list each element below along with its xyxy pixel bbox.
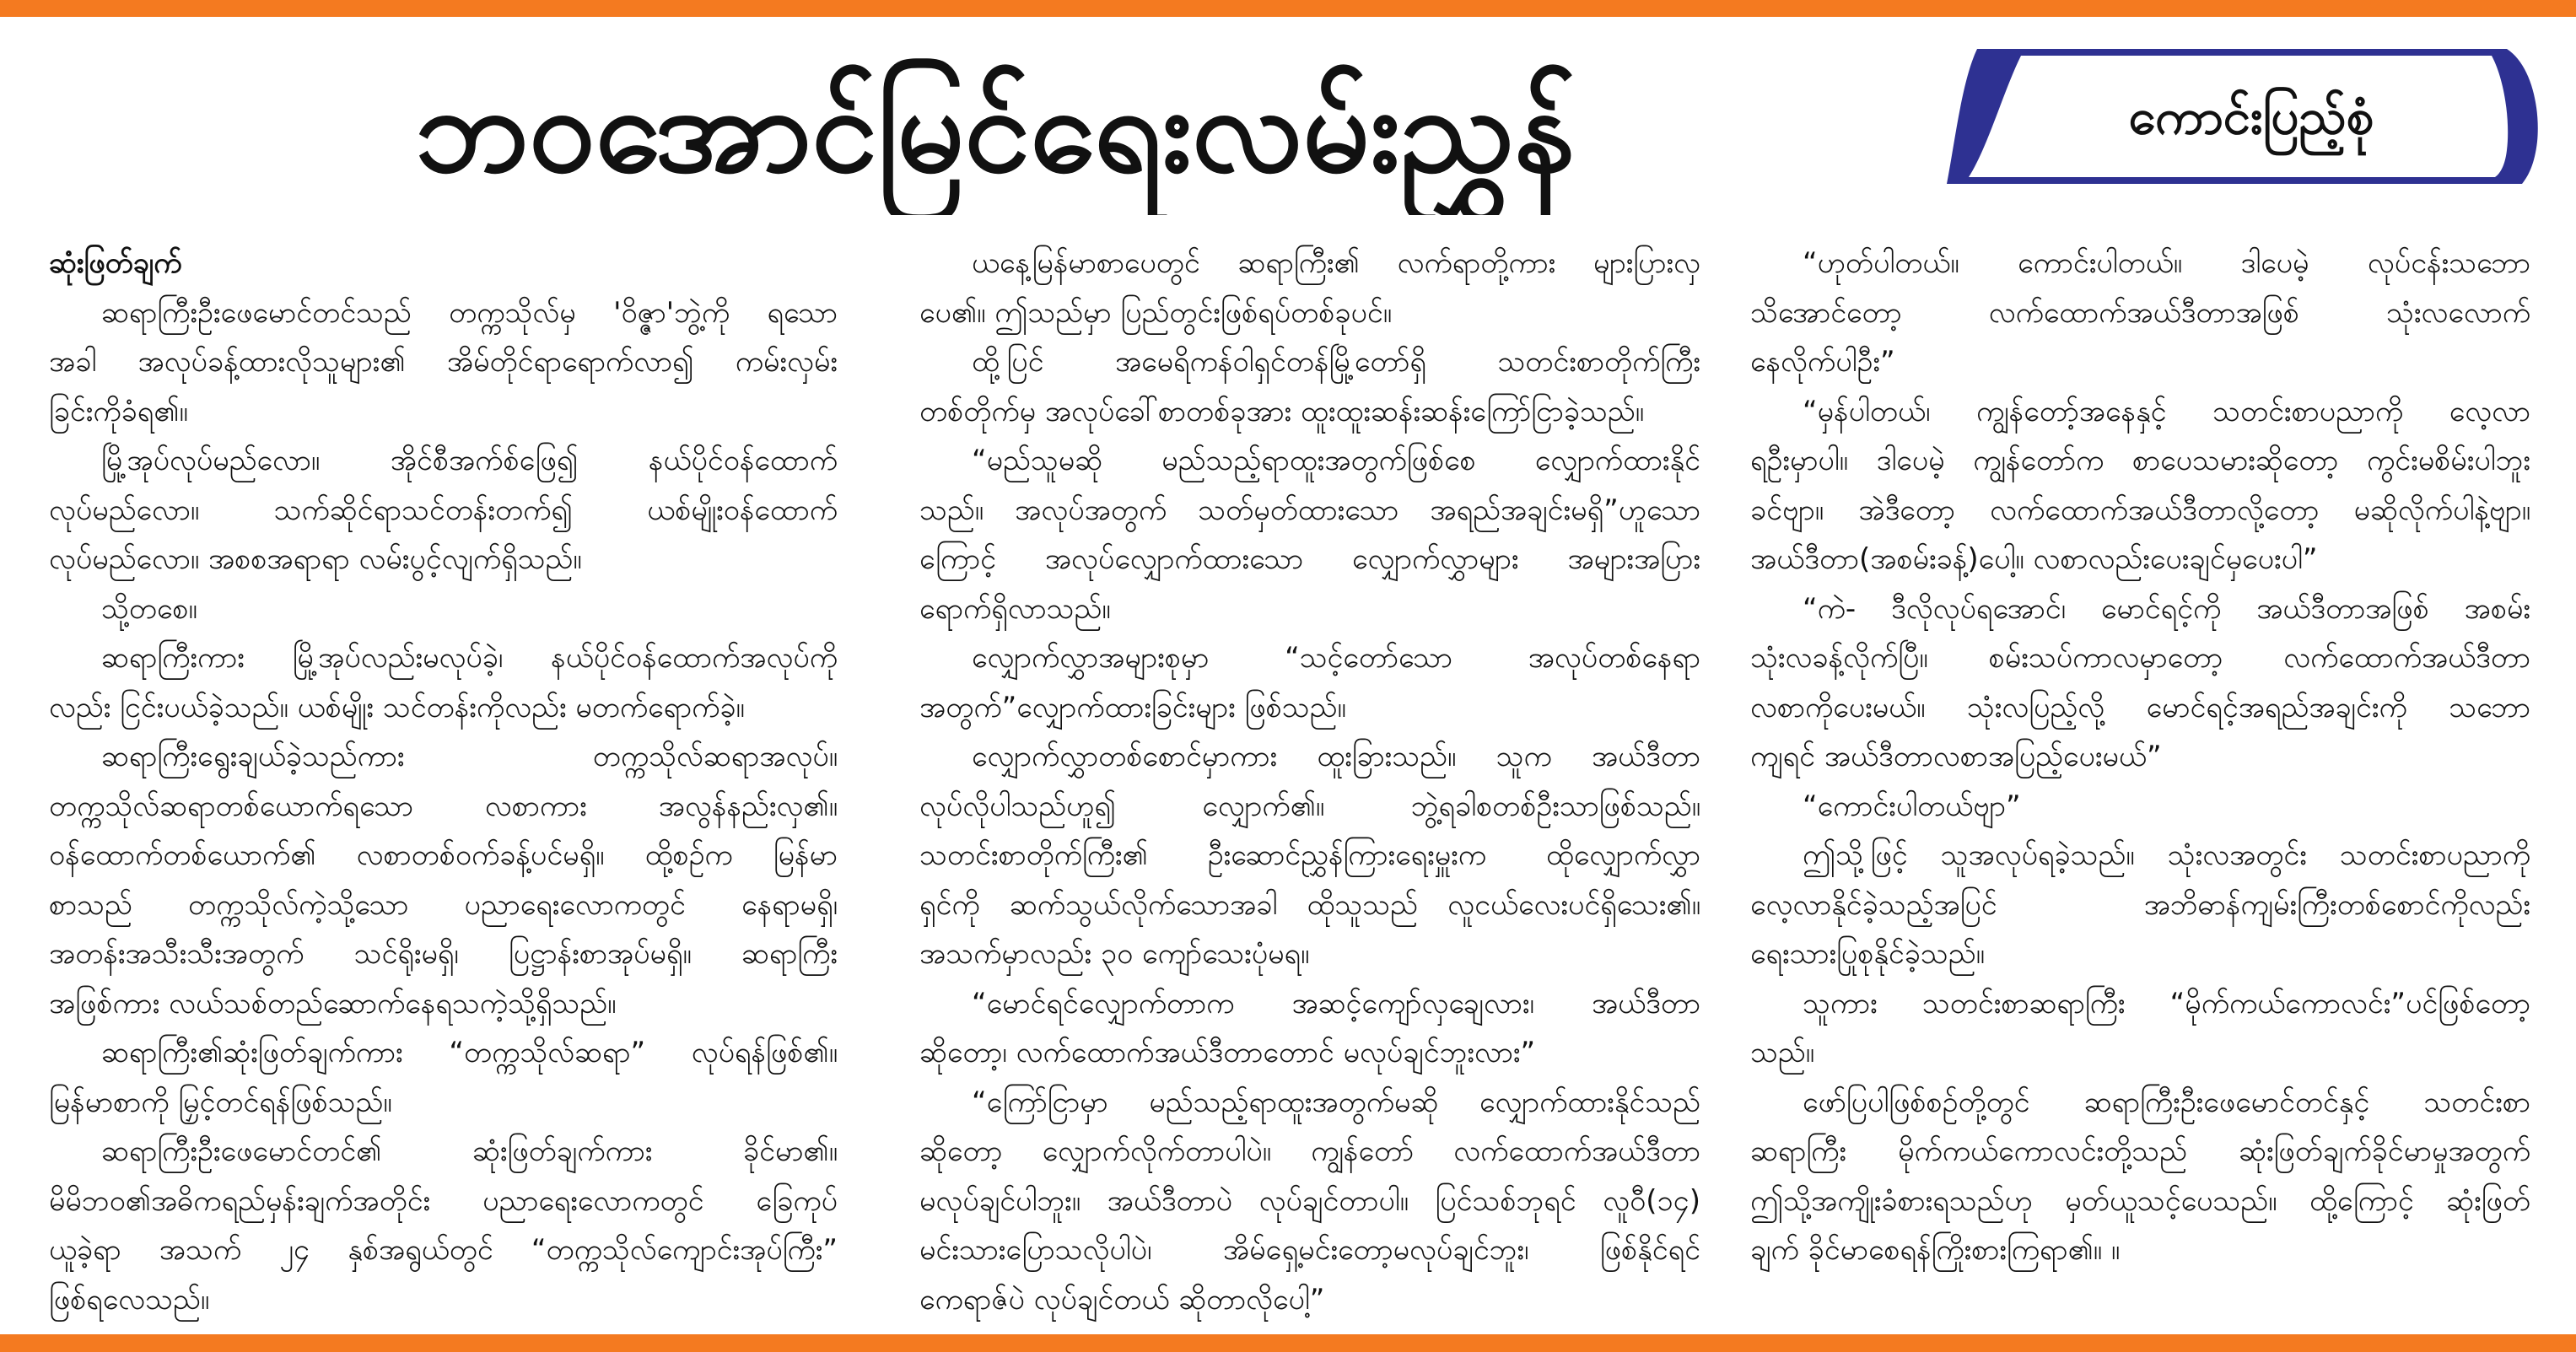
paragraph-line: ခြင်းကိုခံရ၏။	[49, 394, 188, 428]
paragraph-line: သုံးလခန့်လိုက်ပြီ။ စမ်းသပ်ကာလမှာတော့ လက်ထောက်အယ်ဒီတာ	[1750, 641, 2530, 675]
paragraph-line: ယနေ့မြန်မာစာပေတွင် ဆရာကြီး၏ လက်ရာတို့ကား များပြားလှ	[972, 246, 1700, 280]
paragraph	[1750, 1078, 2530, 1275]
paragraph-line: ရဦးမှာပါ။ ဒါပေမဲ့ ကျွန်တော်က စာပေသမားဆိုတော့ ကွင်းမစိမ်းပါဘူး	[1750, 444, 2530, 477]
paragraph-line: ဆရာကြီး၏ဆုံးဖြတ်ချက်ကား “တက္ကသိုလ်ဆရာ” လုပ်ရန်ဖြစ်၏။	[101, 1036, 838, 1069]
paragraph-line: အတန်းအသီးသီးအတွက် သင်ရိုးမရှိ၊ ပြဋ္ဌာန်းစာအုပ်မရှိ။ ဆရာကြီး	[49, 937, 838, 971]
paragraph-line: သိအောင်တော့ လက်ထောက်အယ်ဒီတာအဖြစ် သုံးလလောက်	[1750, 295, 2530, 330]
paragraph-line: ဆရာကြီး မိုက်ကယ်ကောလင်းတို့သည် ဆုံးဖြတ်ချက်ခိုင်မာမှုအတွက်	[1750, 1134, 2530, 1168]
paragraph	[1750, 979, 2530, 1078]
paragraph-line: ဆရာကြီးဦးဖေမောင်တင်သည် တက္ကသိုလ်မှ 'ဝိဇ္ဇာ'ဘွဲ့ကို ရသော	[101, 295, 838, 330]
paragraph-line: လုပ်မည်လော။ အစစအရာရာ လမ်းပွင့်လျက်ရှိသည်။	[49, 542, 582, 576]
paragraph-line: သည်။ အလုပ်အတွက် သတ်မှတ်ထားသော အရည်အချင်းမရှိ”ဟူသော	[919, 493, 1700, 527]
paragraph-line: ကျရင် အယ်ဒီတာလစာအပြည့်ပေးမယ်”	[1750, 740, 2162, 773]
paragraph	[919, 633, 1700, 732]
paragraph-line: အသက်မှာလည်း ၃၀ ကျော်သေးပုံမရ။	[919, 937, 1310, 971]
paragraph-line: မြန်မာစာကို မြှင့်တင်ရန်ဖြစ်သည်။	[49, 1085, 392, 1119]
paragraph-line: မိမိဘဝ၏အဓိကရည်မှန်းချက်အတိုင်း ပညာရေးလောကတွင် ခြေကုပ်	[49, 1183, 838, 1218]
paragraph-line: ရောက်ရှိလာသည်။	[919, 591, 1111, 626]
paragraph	[1750, 584, 2530, 782]
paragraph-line: လျှောက်လွှာအများစုမှာ “သင့်တော်သော အလုပ်တစ်နေရာ	[972, 641, 1700, 675]
paragraph	[49, 633, 838, 732]
paragraph-line: ကေရာဇ်ပဲ လုပ်ချင်တယ် ဆိုတာလိုပေါ့”	[919, 1282, 1325, 1317]
paragraph-line: ပေ၏။ ဤသည်မှာ ပြည်တွင်းဖြစ်ရပ်တစ်ခုပင်။	[919, 295, 1393, 330]
paragraph-line: ဆရာကြီးဦးဖေမောင်တင်၏ ဆုံးဖြတ်ချက်ကား ခိုင်မာ၏။	[101, 1134, 838, 1168]
paragraph-line: ဆရာကြီးကား မြို့အုပ်လည်းမလုပ်ခဲ့၊ နယ်ပိုင်ဝန်ထောက်အလုပ်ကို	[101, 641, 838, 675]
paragraph	[49, 436, 838, 584]
paragraph-line: သတင်းစာတိုက်ကြီး၏ ဦးဆောင်ညွှန်ကြားရေးမှူးက ထိုလျှောက်လွှာ	[919, 838, 1700, 872]
paragraph-line: ကြောင့် အလုပ်လျှောက်ထားသော လျှောက်လွှာများ အများအပြား	[919, 542, 1700, 576]
paragraph	[49, 1028, 838, 1127]
paragraph	[919, 979, 1700, 1078]
paragraph-line: “ဟုတ်ပါတယ်။ ကောင်းပါတယ်။ ဒါပေမဲ့ လုပ်ငန်းသဘော	[1803, 246, 2530, 280]
paragraph-line: လျှောက်လွှာတစ်စောင်မှာကား ထူးခြားသည်။ သူက အယ်ဒီတာ	[972, 740, 1700, 773]
paragraph-line: “ကဲ- ဒီလိုလုပ်ရအောင်၊ မောင်ရင့်ကို အယ်ဒီတာအဖြစ် အစမ်း	[1803, 591, 2530, 626]
article-title: ဘဝအောင်မြင်ရေးလမ်းညွှန်	[415, 62, 1576, 199]
paragraph-line: တစ်တိုက်မှ အလုပ်ခေါ်စာတစ်ခုအား ထူးထူးဆန်းဆန်းကြော်ငြာခဲ့သည်။	[919, 394, 1644, 428]
paragraph-line: ထို့ပြင် အမေရိကန်ဝါရှင်တန်မြို့တော်ရှိ သတင်းစာတိုက်ကြီး	[972, 345, 1700, 379]
paragraph	[49, 732, 838, 1028]
paragraph-line: မြို့အုပ်လုပ်မည်လော။ အိုင်စီအက်စ်ဖြေ၍ နယ်ပိုင်ဝန်ထောက်	[101, 444, 838, 477]
paragraph-line: “ကြော်ငြာမှာ မည်သည့်ရာထူးအတွက်မဆို လျှောက်ထားနိုင်သည်	[972, 1085, 1700, 1119]
paragraph	[49, 584, 838, 634]
paragraph-line: တက္ကသိုလ်ဆရာတစ်ယောက်ရသော လစာကား အလွန်နည်းလှ၏။	[49, 789, 838, 823]
paragraph	[919, 337, 1700, 436]
paragraph-line: ဤသို့ဖြင့် သူအလုပ်ရခဲ့သည်။ သုံးလအတွင်း သတင်းစာပညာကို	[1803, 838, 2530, 872]
paragraph-line: ဖော်ပြပါဖြစ်စဉ်တို့တွင် ဆရာကြီးဦးဖေမောင်တင်နှင့် သတင်းစာ	[1803, 1085, 2530, 1119]
paragraph	[1750, 831, 2530, 979]
paragraph-line: ဝန်ထောက်တစ်ယောက်၏ လစာတစ်ဝက်ခန့်ပင်မရှိ။ ထို့စဉ်က မြန်မာ	[49, 838, 838, 872]
paragraph-line: နေလိုက်ပါဦး”	[1750, 345, 1895, 379]
author-badge	[1943, 47, 2541, 186]
article-column-1	[49, 239, 838, 1328]
paragraph-line: လေ့လာနိုင်ခဲ့သည့်အပြင် အဘိဓာန်ကျမ်းကြီးတစ်စောင်ကိုလည်း	[1750, 887, 2530, 922]
paragraph-line: လုပ်လိုပါသည်ဟူ၍ လျှောက်၏။ ဘွဲ့ရခါစတစ်ဦးသာဖြစ်သည်။	[919, 789, 1700, 823]
paragraph-line: သူကား သတင်းစာဆရာကြီး “မိုက်ကယ်ကောလင်း”ပင်ဖြစ်တော့	[1803, 986, 2530, 1021]
paragraph-line: ဆရာကြီးရွေးချယ်ခဲ့သည်ကား တက္ကသိုလ်ဆရာအလုပ်။	[101, 740, 838, 773]
paragraph-line: သည်။	[1750, 1036, 1815, 1069]
paragraph-line: အတွက်”လျှောက်ထားခြင်းများ ဖြစ်သည်။	[919, 690, 1346, 724]
paragraph-line: လစာကိုပေးမယ်။ သုံးလပြည့်လို့ မောင်ရင့်အရည်အချင်းကို သဘော	[1750, 690, 2530, 724]
paragraph-line: ရေးသားပြုစုနိုင်ခဲ့သည်။	[1750, 937, 1985, 971]
paragraph-line: သို့တစေ။	[101, 591, 197, 626]
paragraph-line: မင်းသားပြောသလိုပါပဲ၊ အိမ်ရှေ့မင်းတော့မလုပ်ချင်ဘူး၊ ဖြစ်နိုင်ရင်	[919, 1233, 1700, 1267]
paragraph-line: ဆိုတော့၊ လက်ထောက်အယ်ဒီတာတောင် မလုပ်ချင်ဘူးလား”	[919, 1036, 1536, 1069]
top-rule	[0, 0, 2576, 17]
paragraph-line: ယူခဲ့ရာ အသက် ၂၄ နှစ်အရွယ်တွင် “တက္ကသိုလ်ကျောင်းအုပ်ကြီး”	[49, 1233, 838, 1267]
paragraph-line: အယ်ဒီတာ(အစမ်းခန့်)ပေါ့။ လစာလည်းပေးချင်မှပေးပါ”	[1750, 542, 2318, 576]
paragraph-line: “မည်သူမဆို မည်သည့်ရာထူးအတွက်ဖြစ်စေ လျှောက်ထားနိုင်	[972, 444, 1700, 477]
bottom-rule	[0, 1334, 2576, 1352]
paragraph-line: မလုပ်ချင်ပါဘူး။ အယ်ဒီတာပဲ လုပ်ချင်တာပါ။ ပြင်သစ်ဘုရင် လူဝီ(၁၄)	[919, 1183, 1700, 1218]
paragraph	[1750, 387, 2530, 584]
article-column-3	[1750, 239, 2530, 1328]
paragraph-line: ချက် ခိုင်မာစေရန်ကြိုးစားကြရာ၏။ ။	[1750, 1233, 2121, 1267]
paragraph	[1750, 782, 2530, 832]
paragraph-line: ရှင်ကို ဆက်သွယ်လိုက်သောအခါ ထိုသူသည် လူငယ်လေးပင်ရှိသေး၏။	[919, 887, 1700, 922]
paragraph-line: လည်း ငြင်းပယ်ခဲ့သည်။ ယစ်မျိုး သင်တန်းကိုလည်း မတက်ရောက်ခဲ့။	[49, 690, 745, 724]
author-name: ကောင်းပြည့်စုံ	[2128, 88, 2374, 145]
paragraph-line: “မှန်ပါတယ်၊ ကျွန်တော့်အနေနှင့် သတင်းစာပညာကို လေ့လာ	[1803, 394, 2530, 428]
paragraph	[919, 732, 1700, 979]
paragraph-line: “ကောင်းပါတယ်ဗျာ”	[1803, 789, 2021, 823]
paragraph-line: စာသည် တက္ကသိုလ်ကဲ့သို့သော ပညာရေးလောကတွင် နေရာမရှိ၊	[49, 887, 838, 922]
paragraph-line: ဤသို့အကျိုးခံစားရသည်ဟု မှတ်ယူသင့်ပေသည်။ ထို့ကြောင့် ဆုံးဖြတ်	[1750, 1183, 2530, 1218]
paragraph-line: လုပ်မည်လော။ သက်ဆိုင်ရာသင်တန်းတက်၍ ယစ်မျိုးဝန်ထောက်	[49, 493, 838, 527]
paragraph-line: အဖြစ်ကား လယ်သစ်တည်ဆောက်နေရသကဲ့သို့ရှိသည်။	[49, 986, 617, 1021]
article-column-2	[919, 239, 1700, 1328]
paragraph	[49, 1127, 838, 1324]
paragraph	[919, 239, 1700, 337]
paragraph-line: ဆိုတော့ လျှောက်လိုက်တာပါပဲ။ ကျွန်တော် လက်ထောက်အယ်ဒီတာ	[919, 1134, 1700, 1168]
paragraph	[1750, 239, 2530, 387]
paragraph	[919, 436, 1700, 633]
paragraph-line: ဖြစ်ရလေသည်။	[49, 1282, 210, 1317]
paragraph-line: “မောင်ရင်လျှောက်တာက အဆင့်ကျော်လှချေလား၊ အယ်ဒီတာ	[972, 986, 1700, 1021]
paragraph-line: အခါ အလုပ်ခန့်ထားလိုသူများ၏ အိမ်တိုင်ရာရောက်လာ၍ ကမ်းလှမ်း	[49, 345, 838, 379]
section-heading: ဆုံးဖြတ်ချက်	[49, 246, 182, 280]
paragraph	[49, 288, 838, 437]
paragraph-line: ခင်ဗျာ။ အဲဒီတော့ လက်ထောက်အယ်ဒီတာလို့တော့ မဆိုလိုက်ပါနဲ့ဗျာ။	[1750, 493, 2530, 527]
paragraph	[919, 1078, 1700, 1325]
